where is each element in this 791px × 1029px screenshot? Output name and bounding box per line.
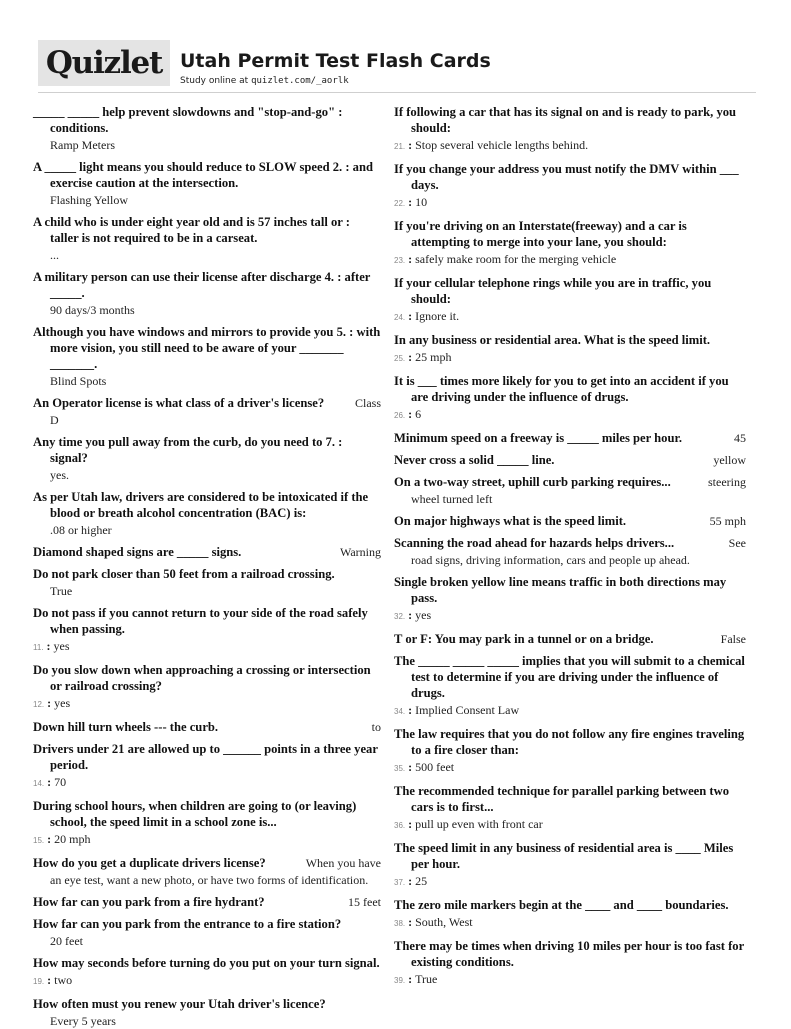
flashcard bbox=[394, 535, 746, 568]
card-definition-text: yes. bbox=[50, 468, 69, 482]
colon-separator: : bbox=[47, 832, 52, 846]
colon-separator: : bbox=[408, 608, 413, 622]
flashcard bbox=[394, 161, 746, 212]
card-answer-inline: 55 mph bbox=[709, 514, 746, 528]
card-definition bbox=[33, 872, 381, 888]
colon-separator: : bbox=[408, 407, 413, 421]
card-definition bbox=[394, 971, 746, 989]
card-term: If you change your address you must notify the DMV within ___ days. bbox=[394, 162, 739, 192]
card-number: 34. bbox=[394, 707, 406, 716]
colon-separator: : bbox=[46, 639, 51, 653]
card-term: The _____ _____ _____ implies that you will submit to a chemical test to determine if you are driving under the influence of drugs. bbox=[394, 654, 745, 700]
colon-separator: : bbox=[408, 972, 413, 986]
card-definition-text: Ramp Meters bbox=[50, 138, 115, 152]
card-definition bbox=[33, 373, 381, 389]
colon-separator: : bbox=[47, 775, 52, 789]
colon-separator: : bbox=[408, 350, 413, 364]
card-number: 26. bbox=[394, 411, 406, 420]
card-definition bbox=[33, 412, 381, 428]
card-term: The recommended technique for parallel parking between two cars is to first... bbox=[394, 784, 729, 814]
flashcard bbox=[33, 544, 381, 560]
flashcard bbox=[33, 798, 381, 849]
flashcard bbox=[394, 513, 746, 529]
card-answer-inline: When you have bbox=[305, 856, 381, 870]
flashcard bbox=[394, 452, 746, 468]
card-definition bbox=[394, 137, 746, 155]
flashcard bbox=[33, 566, 381, 599]
flashcard bbox=[33, 855, 381, 888]
card-definition bbox=[394, 308, 746, 326]
card-definition-text: Every 5 years bbox=[50, 1014, 116, 1028]
flashcard bbox=[394, 275, 746, 326]
card-answer-inline: Class bbox=[354, 396, 381, 410]
study-url-link[interactable]: quizlet.com/_aorlk bbox=[251, 76, 349, 86]
colon-separator: : bbox=[408, 817, 413, 831]
card-term: T or F: You may park in a tunnel or on a bridge. bbox=[394, 632, 654, 646]
card-definition-text: 10 bbox=[415, 195, 428, 209]
card-term: Single broken yellow line means traffic in both directions may pass. bbox=[394, 575, 727, 605]
card-definition bbox=[33, 522, 381, 538]
flashcard bbox=[33, 104, 381, 153]
colon-separator: : bbox=[408, 252, 413, 266]
card-definition-text: 90 days/3 months bbox=[50, 303, 135, 317]
colon-separator: : bbox=[408, 195, 413, 209]
card-term: How far can you park from the entrance to a fire station? bbox=[33, 917, 342, 931]
card-definition bbox=[394, 816, 746, 834]
card-definition-text: ... bbox=[50, 248, 59, 262]
card-definition-text: 20 mph bbox=[54, 832, 91, 846]
card-definition-text: Flashing Yellow bbox=[50, 193, 129, 207]
card-term: How may seconds before turning do you put on your turn signal. bbox=[33, 956, 380, 970]
flashcard bbox=[394, 783, 746, 834]
left-card-column bbox=[33, 104, 381, 1029]
card-definition-text: Stop several vehicle lengths behind. bbox=[415, 138, 589, 152]
card-term: _____ _____ help prevent slowdowns and "stop-and-go" : conditions. bbox=[33, 105, 343, 135]
card-definition bbox=[33, 467, 381, 483]
card-number: 35. bbox=[394, 764, 406, 773]
card-definition bbox=[33, 247, 381, 263]
quizlet-logo: Quizlet bbox=[38, 40, 170, 86]
flashcard bbox=[394, 218, 746, 269]
right-card-column bbox=[394, 104, 746, 989]
card-definition-text: wheel turned left bbox=[411, 492, 493, 506]
card-answer-inline: to bbox=[371, 720, 381, 734]
card-term: If following a car that has its signal on and is ready to park, you should: bbox=[394, 105, 737, 135]
card-term: An Operator license is what class of a driver's license? bbox=[33, 396, 325, 410]
card-definition bbox=[394, 702, 746, 720]
card-term: Any time you pull away from the curb, do you need to 7. : signal? bbox=[33, 435, 343, 465]
card-term: Drivers under 21 are allowed up to ______ points in a three year period. bbox=[33, 742, 378, 772]
card-term: Do not pass if you cannot return to your side of the road safely when passing. bbox=[33, 606, 368, 636]
card-term: Scanning the road ahead for hazards helps drivers... bbox=[394, 536, 675, 550]
flashcard bbox=[394, 631, 746, 647]
card-number: 11. bbox=[33, 643, 44, 652]
card-term: Minimum speed on a freeway is _____ miles per hour. bbox=[394, 431, 683, 445]
flashcard bbox=[394, 897, 746, 932]
card-number: 38. bbox=[394, 919, 406, 928]
card-definition bbox=[394, 349, 746, 367]
card-number: 36. bbox=[394, 821, 406, 830]
card-definition-text: 25 bbox=[415, 874, 428, 888]
study-online-line bbox=[180, 76, 349, 86]
card-number: 24. bbox=[394, 313, 406, 322]
card-definition bbox=[33, 302, 381, 318]
study-prefix: Study online at bbox=[180, 76, 252, 86]
colon-separator: : bbox=[47, 696, 52, 710]
card-number: 25. bbox=[394, 354, 406, 363]
page-title: Utah Permit Test Flash Cards bbox=[180, 50, 491, 72]
flashcard bbox=[394, 653, 746, 720]
card-term: If your cellular telephone rings while you are in traffic, you should: bbox=[394, 276, 712, 306]
flashcard bbox=[394, 430, 746, 446]
flashcard bbox=[394, 474, 746, 507]
card-definition bbox=[394, 759, 746, 777]
card-term: A _____ light means you should reduce to SLOW speed 2. : and exercise caution at the intersection. bbox=[33, 160, 373, 190]
card-definition-text: road signs, driving information, cars and people up ahead. bbox=[411, 553, 690, 567]
card-definition-text: 70 bbox=[54, 775, 67, 789]
card-definition bbox=[394, 552, 746, 568]
flashcard bbox=[33, 159, 381, 208]
colon-separator: : bbox=[408, 915, 413, 929]
card-definition bbox=[394, 251, 746, 269]
card-definition bbox=[394, 607, 746, 625]
card-definition bbox=[33, 695, 381, 713]
colon-separator: : bbox=[408, 703, 413, 717]
colon-separator: : bbox=[408, 309, 413, 323]
card-definition-text: .08 or higher bbox=[50, 523, 112, 537]
card-definition-text: yes bbox=[54, 696, 71, 710]
card-number: 37. bbox=[394, 878, 406, 887]
card-definition-text: Ignore it. bbox=[415, 309, 460, 323]
card-number: 32. bbox=[394, 612, 406, 621]
card-term: On major highways what is the speed limit. bbox=[394, 514, 627, 528]
card-definition-text: True bbox=[415, 972, 438, 986]
card-term: On a two-way street, uphill curb parking requires... bbox=[394, 475, 671, 489]
card-term: Never cross a solid _____ line. bbox=[394, 453, 555, 467]
colon-separator: : bbox=[47, 973, 52, 987]
card-term: Down hill turn wheels --- the curb. bbox=[33, 720, 219, 734]
flashcard bbox=[33, 894, 381, 910]
card-answer-inline: False bbox=[720, 632, 746, 646]
flashcard bbox=[394, 938, 746, 989]
card-number: 14. bbox=[33, 779, 45, 788]
flashcard bbox=[33, 662, 381, 713]
card-term: How do you get a duplicate drivers license? bbox=[33, 856, 266, 870]
card-answer-inline: 45 bbox=[734, 431, 746, 445]
card-definition-text: Blind Spots bbox=[50, 374, 107, 388]
card-definition-text: pull up even with front car bbox=[415, 817, 543, 831]
card-definition bbox=[33, 192, 381, 208]
card-term: If you're driving on an Interstate(freeway) and a car is attempting to merge into your lane, you should: bbox=[394, 219, 687, 249]
flashcard bbox=[33, 996, 381, 1029]
card-definition-text: D bbox=[50, 413, 59, 427]
card-number: 22. bbox=[394, 199, 406, 208]
colon-separator: : bbox=[408, 760, 413, 774]
card-term: A military person can use their license after discharge 4. : after _____. bbox=[33, 270, 371, 300]
card-definition bbox=[394, 406, 746, 424]
page-header bbox=[38, 40, 756, 90]
card-number: 15. bbox=[33, 836, 45, 845]
card-definition-text: Implied Consent Law bbox=[415, 703, 520, 717]
card-answer-inline: yellow bbox=[713, 453, 746, 467]
flashcard bbox=[33, 324, 381, 389]
card-answer-inline: Warning bbox=[339, 545, 381, 559]
card-definition-text: yes bbox=[53, 639, 70, 653]
flashcard bbox=[33, 719, 381, 735]
flashcard bbox=[33, 269, 381, 318]
card-answer-inline: steering bbox=[708, 475, 746, 489]
card-term: How often must you renew your Utah driver's licence? bbox=[33, 997, 326, 1011]
card-definition-text: two bbox=[54, 973, 73, 987]
flashcard bbox=[394, 373, 746, 424]
card-definition-text: True bbox=[50, 584, 73, 598]
card-term: A child who is under eight year old and is 57 inches tall or : taller is not required to be in a carseat. bbox=[33, 215, 350, 245]
card-definition bbox=[33, 933, 381, 949]
card-term: The zero mile markers begin at the ____ and ____ boundaries. bbox=[394, 898, 729, 912]
card-definition bbox=[394, 194, 746, 212]
card-definition-text: an eye test, want a new photo, or have two forms of identification. bbox=[50, 873, 369, 887]
card-number: 19. bbox=[33, 977, 45, 986]
flashcard bbox=[33, 395, 381, 428]
card-definition-text: 500 feet bbox=[415, 760, 455, 774]
flashcard bbox=[33, 434, 381, 483]
card-number: 39. bbox=[394, 976, 406, 985]
card-number: 21. bbox=[394, 142, 406, 151]
card-definition-text: 6 bbox=[415, 407, 422, 421]
flashcard bbox=[394, 332, 746, 367]
card-term: Although you have windows and mirrors to provide you 5. : with more vision, you still need to be aware of your _______ _______. bbox=[33, 325, 381, 371]
card-definition bbox=[33, 583, 381, 599]
card-term: The speed limit in any business of residential area is ____ Miles per hour. bbox=[394, 841, 734, 871]
card-definition bbox=[33, 972, 381, 990]
flashcard bbox=[33, 605, 381, 656]
card-term: The law requires that you do not follow any fire engines traveling to a fire closer than: bbox=[394, 727, 745, 757]
card-definition bbox=[33, 774, 381, 792]
colon-separator: : bbox=[408, 138, 413, 152]
card-number: 12. bbox=[33, 700, 45, 709]
flashcard bbox=[33, 916, 381, 949]
card-term: There may be times when driving 10 miles per hour is too fast for existing conditions. bbox=[394, 939, 744, 969]
card-term: Diamond shaped signs are _____ signs. bbox=[33, 545, 242, 559]
card-definition-text: safely make room for the merging vehicle bbox=[415, 252, 617, 266]
card-definition bbox=[33, 638, 381, 656]
card-answer-inline: See bbox=[728, 536, 746, 550]
card-definition bbox=[33, 1013, 381, 1029]
flashcard bbox=[33, 741, 381, 792]
card-term: During school hours, when children are going to (or leaving) school, the speed limit in a school zone is... bbox=[33, 799, 357, 829]
card-definition bbox=[394, 873, 746, 891]
flashcard bbox=[33, 489, 381, 538]
card-definition-text: South, West bbox=[415, 915, 473, 929]
flashcard bbox=[394, 104, 746, 155]
card-term: As per Utah law, drivers are considered to be intoxicated if the blood or breath alcohol concentration (BAC) is: bbox=[33, 490, 369, 520]
card-definition bbox=[394, 491, 746, 507]
flashcard bbox=[394, 574, 746, 625]
colon-separator: : bbox=[408, 874, 413, 888]
flashcard bbox=[394, 840, 746, 891]
card-number: 23. bbox=[394, 256, 406, 265]
flashcard bbox=[394, 726, 746, 777]
flashcard bbox=[33, 214, 381, 263]
card-term: It is ___ times more likely for you to get into an accident if you are driving under the influence of drugs. bbox=[394, 374, 729, 404]
card-definition bbox=[33, 831, 381, 849]
flashcard bbox=[33, 955, 381, 990]
card-definition-text: yes bbox=[415, 608, 432, 622]
header-divider bbox=[38, 92, 756, 93]
card-definition bbox=[394, 914, 746, 932]
card-answer-inline: 15 feet bbox=[348, 895, 381, 909]
card-definition bbox=[33, 137, 381, 153]
card-term: In any business or residential area. What is the speed limit. bbox=[394, 333, 711, 347]
card-definition-text: 20 feet bbox=[50, 934, 83, 948]
card-term: Do not park closer than 50 feet from a railroad crossing. bbox=[33, 567, 335, 581]
card-term: How far can you park from a fire hydrant? bbox=[33, 895, 265, 909]
card-term: Do you slow down when approaching a crossing or intersection or railroad crossing? bbox=[33, 663, 371, 693]
card-definition-text: 25 mph bbox=[415, 350, 452, 364]
